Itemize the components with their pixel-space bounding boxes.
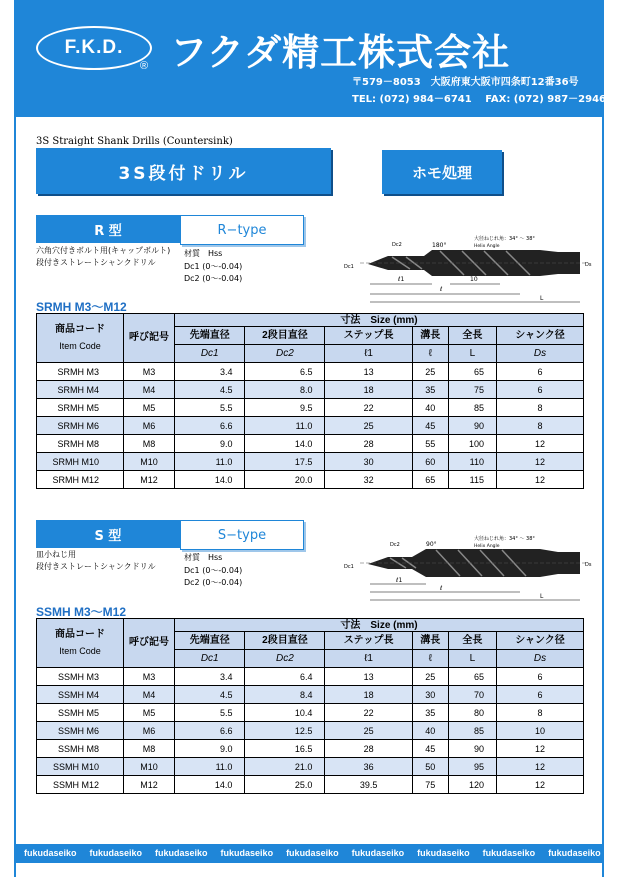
- col-l1-header: ステップ長: [325, 632, 412, 650]
- col-dc2-header: 2段目直径: [245, 632, 325, 650]
- ssmh-spec-table: [36, 618, 584, 794]
- cell-code: SSMH M12: [37, 776, 124, 794]
- ssmh-section-title: SSMH M3〜M12: [36, 605, 127, 619]
- cell-l: 40: [412, 722, 448, 740]
- cell-ds: 12: [497, 435, 584, 453]
- cell-code: SRMH M5: [37, 399, 124, 417]
- r-type-label-en: R−type: [180, 215, 304, 245]
- cell-code: SSMH M10: [37, 758, 124, 776]
- cell-call: M5: [124, 704, 175, 722]
- footer-word: fukudaseiko: [155, 848, 208, 858]
- cell-l1: 28: [325, 740, 412, 758]
- cell-ds: 8: [497, 399, 584, 417]
- cell-L: 65: [448, 668, 496, 686]
- cell-l1: 13: [325, 363, 412, 381]
- company-header: [14, 0, 607, 117]
- cell-call: M8: [124, 435, 175, 453]
- s-diagram-l: ℓ: [440, 585, 443, 592]
- col-code-header: 商品コード Item Code: [37, 619, 124, 668]
- cell-code: SRMH M4: [37, 381, 124, 399]
- company-phone-fax: TEL: (072) 984－6741 FAX: (072) 987－2946: [352, 94, 607, 105]
- cell-l: 45: [412, 740, 448, 758]
- cell-dc1: 14.0: [175, 776, 245, 794]
- col-dc1-sym: Dc1: [175, 650, 245, 668]
- col-l1-header: ステップ長: [325, 327, 412, 345]
- col-dc1-sym: Dc1: [175, 345, 245, 363]
- cell-L: 65: [448, 363, 496, 381]
- cell-dc1: 3.4: [175, 363, 245, 381]
- table-row: [37, 435, 584, 453]
- cell-L: 120: [448, 776, 496, 794]
- cell-l1: 36: [325, 758, 412, 776]
- s-diagram-L: L: [540, 593, 544, 600]
- product-subtitle: 3S Straight Shank Drills (Countersink): [36, 136, 233, 147]
- cell-dc1: 4.5: [175, 381, 245, 399]
- s-diagram-l1: ℓ1: [396, 577, 403, 584]
- cell-dc1: 11.0: [175, 758, 245, 776]
- footer-word: fukudaseiko: [286, 848, 339, 858]
- cell-code: SRMH M12: [37, 471, 124, 489]
- cell-call: M4: [124, 381, 175, 399]
- footer-word: fukudaseiko: [482, 848, 536, 858]
- cell-l1: 18: [325, 381, 412, 399]
- table-row: [37, 363, 584, 381]
- cell-L: 75: [448, 381, 496, 399]
- cell-code: SSMH M5: [37, 704, 124, 722]
- footer-word: fukudaseiko: [220, 848, 274, 858]
- cell-L: 90: [448, 740, 496, 758]
- col-ds-header: シャンク径: [497, 632, 584, 650]
- table-row: [37, 686, 584, 704]
- registered-mark: ®: [140, 60, 149, 72]
- cell-dc2: 12.5: [245, 722, 325, 740]
- r-diagram-helix-en: Helix Angle: [474, 244, 500, 249]
- srmh-spec-table: [36, 313, 584, 489]
- s-type-label: S 型: [36, 520, 180, 548]
- s-diagram-angle: 90°: [426, 541, 437, 548]
- cell-dc1: 9.0: [175, 435, 245, 453]
- col-dc1-header: 先端直径: [175, 327, 245, 345]
- cell-dc2: 9.5: [245, 399, 325, 417]
- srmh-section-title: SRMH M3〜M12: [36, 300, 127, 314]
- s-type-desc1: 皿小ねじ用: [36, 550, 76, 559]
- r-type-dc2-tolerance: Dc2 (0〜-0.04): [184, 274, 243, 283]
- cell-l1: 22: [325, 704, 412, 722]
- table-row: [37, 453, 584, 471]
- footer-word: fukudaseiko: [351, 848, 405, 858]
- s-type-desc2: 段付きストレートシャンクドリル: [36, 562, 156, 571]
- cell-call: M10: [124, 453, 175, 471]
- company-name: フクダ精工株式会社: [170, 31, 511, 74]
- cell-L: 80: [448, 704, 496, 722]
- cell-l1: 13: [325, 668, 412, 686]
- col-dc2-sym: Dc2: [245, 345, 325, 363]
- cell-dc1: 5.5: [175, 704, 245, 722]
- cell-L: 115: [448, 471, 496, 489]
- cell-l1: 22: [325, 399, 412, 417]
- cell-code: SRMH M3: [37, 363, 124, 381]
- cell-dc2: 8.4: [245, 686, 325, 704]
- cell-ds: 12: [497, 758, 584, 776]
- cell-l: 35: [412, 381, 448, 399]
- col-ds-sym: Ds: [497, 345, 584, 363]
- cell-l: 50: [412, 758, 448, 776]
- r-diagram-dc1: Dc1: [344, 264, 354, 270]
- cell-code: SSMH M3: [37, 668, 124, 686]
- cell-dc2: 6.4: [245, 668, 325, 686]
- col-l1-sym: ℓ1: [325, 650, 412, 668]
- cell-l1: 30: [325, 453, 412, 471]
- cell-l1: 32: [325, 471, 412, 489]
- col-L-header: 全長: [448, 632, 496, 650]
- cell-code: SSMH M4: [37, 686, 124, 704]
- r-diagram-l1: ℓ1: [398, 276, 405, 283]
- s-type-dc1-tolerance: Dc1 (0〜-0.04): [184, 566, 243, 575]
- r-diagram-ten: 10: [470, 276, 478, 283]
- col-dc1-header: 先端直径: [175, 632, 245, 650]
- cell-ds: 10: [497, 722, 584, 740]
- cell-call: M6: [124, 722, 175, 740]
- cell-l: 25: [412, 668, 448, 686]
- cell-L: 110: [448, 453, 496, 471]
- table-row: [37, 381, 584, 399]
- footer-word: fukudaseiko: [548, 848, 601, 858]
- r-diagram-helix: 大径ねじれ角：34° 〜 38°: [474, 236, 535, 242]
- cell-dc1: 11.0: [175, 453, 245, 471]
- cell-code: SRMH M10: [37, 453, 124, 471]
- r-type-material: 材質 Hss: [184, 249, 223, 258]
- cell-dc2: 25.0: [245, 776, 325, 794]
- cell-l: 35: [412, 704, 448, 722]
- table-row: [37, 704, 584, 722]
- table-row: [37, 758, 584, 776]
- cell-dc2: 10.4: [245, 704, 325, 722]
- cell-l: 40: [412, 399, 448, 417]
- r-type-desc1: 六角穴付きボルト用(キャップボルト): [36, 246, 171, 255]
- col-call-header: 呼び記号: [124, 314, 175, 363]
- r-type-desc2: 段付きストレートシャンクドリル: [36, 258, 156, 267]
- cell-dc2: 21.0: [245, 758, 325, 776]
- s-type-dc2-tolerance: Dc2 (0〜-0.04): [184, 578, 243, 587]
- col-dc2-header: 2段目直径: [245, 327, 325, 345]
- col-l-sym: ℓ: [412, 650, 448, 668]
- col-dc2-sym: Dc2: [245, 650, 325, 668]
- s-type-drill-diagram: [340, 528, 600, 608]
- cell-ds: 8: [497, 417, 584, 435]
- col-ds-header: シャンク径: [497, 327, 584, 345]
- table-row: [37, 740, 584, 758]
- cell-l1: 28: [325, 435, 412, 453]
- cell-l1: 18: [325, 686, 412, 704]
- cell-call: M3: [124, 363, 175, 381]
- r-type-dc1-tolerance: Dc1 (0〜-0.04): [184, 262, 243, 271]
- cell-ds: 12: [497, 453, 584, 471]
- cell-dc1: 5.5: [175, 399, 245, 417]
- cell-l: 65: [412, 471, 448, 489]
- s-diagram-ds: Ds: [585, 562, 592, 568]
- footer-word: fukudaseiko: [24, 848, 77, 858]
- s-diagram-dc2: Dc2: [390, 542, 400, 548]
- col-ds-sym: Ds: [497, 650, 584, 668]
- cell-l: 75: [412, 776, 448, 794]
- logo-text: F.K.D.: [64, 37, 124, 58]
- cell-call: M10: [124, 758, 175, 776]
- table-row: [37, 399, 584, 417]
- cell-dc2: 11.0: [245, 417, 325, 435]
- r-diagram-ds: Ds: [585, 262, 592, 268]
- col-l-header: 溝長: [412, 327, 448, 345]
- cell-dc2: 8.0: [245, 381, 325, 399]
- footer-band: [14, 844, 604, 863]
- cell-dc1: 4.5: [175, 686, 245, 704]
- cell-l: 55: [412, 435, 448, 453]
- treatment-badge: ホモ処理: [382, 150, 502, 194]
- r-diagram-L: L: [540, 295, 544, 302]
- cell-code: SRMH M6: [37, 417, 124, 435]
- product-title: 3S段付ドリル: [36, 148, 331, 194]
- cell-L: 95: [448, 758, 496, 776]
- col-l-header: 溝長: [412, 632, 448, 650]
- cell-ds: 12: [497, 740, 584, 758]
- cell-call: M8: [124, 740, 175, 758]
- table-row: [37, 722, 584, 740]
- company-address: 〒579－8053 大阪府東大阪市四条町12番36号: [352, 77, 579, 88]
- col-call-header: 呼び記号: [124, 619, 175, 668]
- cell-call: M4: [124, 686, 175, 704]
- cell-ds: 6: [497, 686, 584, 704]
- s-type-label-en: S−type: [180, 520, 304, 550]
- cell-dc2: 20.0: [245, 471, 325, 489]
- size-header: 寸法 Size (mm): [175, 619, 584, 632]
- cell-call: M12: [124, 776, 175, 794]
- s-type-material: 材質 Hss: [184, 553, 223, 562]
- cell-dc1: 6.6: [175, 722, 245, 740]
- cell-L: 90: [448, 417, 496, 435]
- cell-dc2: 17.5: [245, 453, 325, 471]
- table-row: [37, 668, 584, 686]
- cell-dc2: 16.5: [245, 740, 325, 758]
- col-L-header: 全長: [448, 327, 496, 345]
- company-logo: [36, 26, 152, 70]
- cell-L: 70: [448, 686, 496, 704]
- cell-l1: 25: [325, 722, 412, 740]
- col-L-sym: L: [448, 345, 496, 363]
- cell-ds: 6: [497, 668, 584, 686]
- cell-l1: 25: [325, 417, 412, 435]
- s-diagram-helix-en: Helix Angle: [474, 544, 500, 549]
- cell-l: 25: [412, 363, 448, 381]
- r-type-drill-diagram: [340, 228, 600, 308]
- cell-ds: 12: [497, 471, 584, 489]
- cell-call: M3: [124, 668, 175, 686]
- cell-L: 100: [448, 435, 496, 453]
- r-diagram-angle: 180°: [432, 242, 447, 249]
- cell-ds: 8: [497, 704, 584, 722]
- r-diagram-dc2: Dc2: [392, 242, 402, 248]
- table-row: [37, 417, 584, 435]
- s-diagram-helix: 大径ねじれ角：34° 〜 38°: [474, 536, 535, 542]
- r-type-label: R 型: [36, 215, 180, 243]
- col-l-sym: ℓ: [412, 345, 448, 363]
- table-row: [37, 471, 584, 489]
- col-l1-sym: ℓ1: [325, 345, 412, 363]
- cell-L: 85: [448, 722, 496, 740]
- cell-l: 60: [412, 453, 448, 471]
- cell-dc2: 6.5: [245, 363, 325, 381]
- cell-call: M5: [124, 399, 175, 417]
- cell-l: 45: [412, 417, 448, 435]
- cell-code: SSMH M6: [37, 722, 124, 740]
- cell-ds: 12: [497, 776, 584, 794]
- cell-ds: 6: [497, 381, 584, 399]
- cell-call: M12: [124, 471, 175, 489]
- footer-word: fukudaseiko: [417, 848, 470, 858]
- cell-dc1: 6.6: [175, 417, 245, 435]
- cell-dc1: 9.0: [175, 740, 245, 758]
- size-header: 寸法 Size (mm): [175, 314, 584, 327]
- cell-dc2: 14.0: [245, 435, 325, 453]
- cell-code: SRMH M8: [37, 435, 124, 453]
- footer-word: fukudaseiko: [89, 848, 143, 858]
- cell-L: 85: [448, 399, 496, 417]
- cell-dc1: 14.0: [175, 471, 245, 489]
- cell-l1: 39.5: [325, 776, 412, 794]
- s-diagram-dc1: Dc1: [344, 564, 354, 570]
- cell-call: M6: [124, 417, 175, 435]
- cell-ds: 6: [497, 363, 584, 381]
- cell-dc1: 3.4: [175, 668, 245, 686]
- cell-l: 30: [412, 686, 448, 704]
- col-L-sym: L: [448, 650, 496, 668]
- col-code-header: 商品コード Item Code: [37, 314, 124, 363]
- table-row: [37, 776, 584, 794]
- r-diagram-l: ℓ: [440, 286, 443, 293]
- cell-code: SSMH M8: [37, 740, 124, 758]
